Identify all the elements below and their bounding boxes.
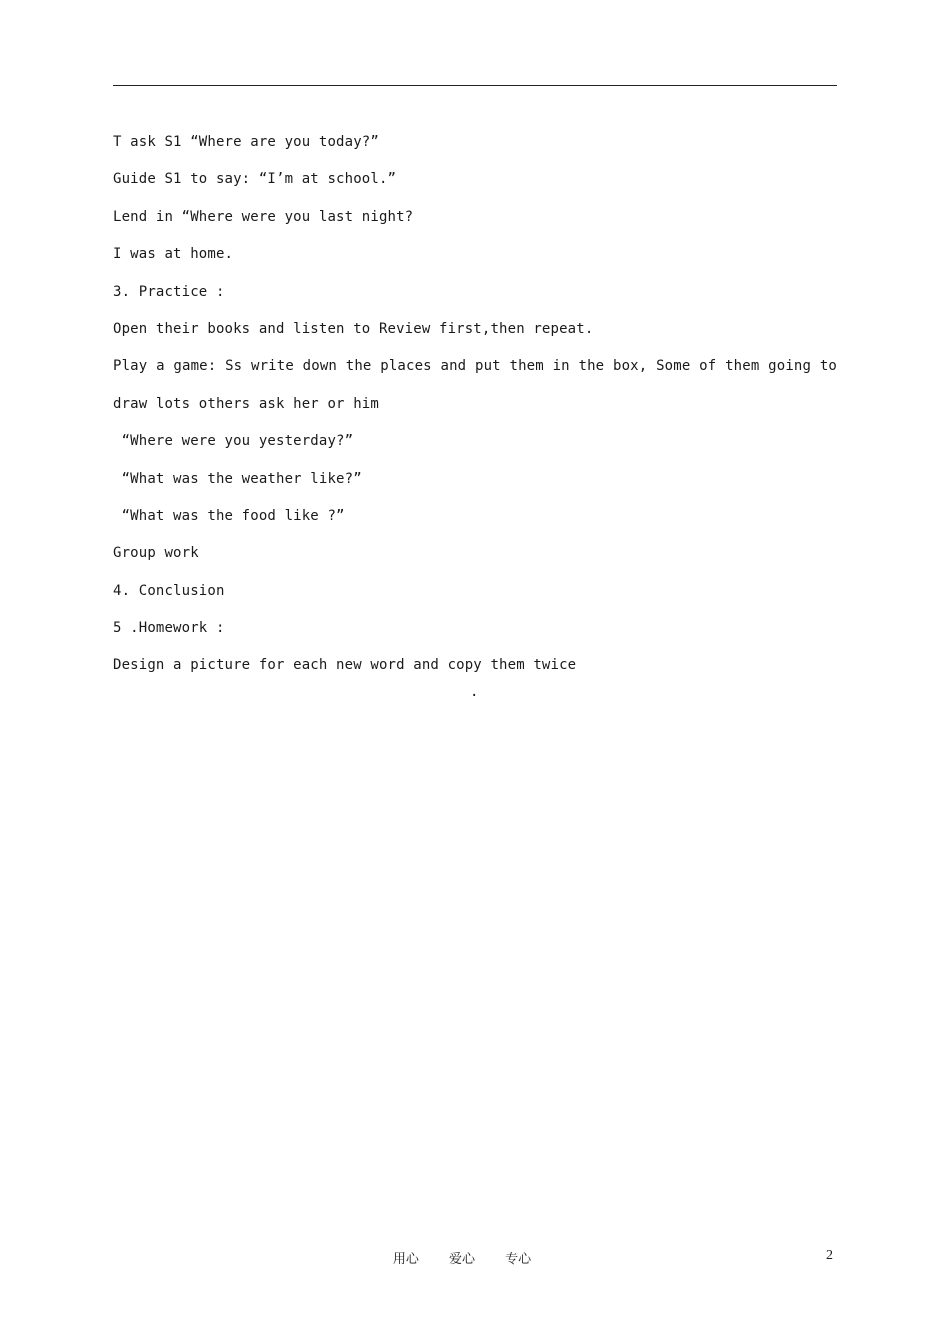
footer-item: 专心 [505,1252,532,1267]
section-heading-conclusion: 4. Conclusion [113,582,225,599]
quote-line: “What was the weather like?” [113,470,362,487]
header-rule [113,85,837,86]
center-mark: . [470,684,479,700]
section-heading-homework: 5 .Homework : [113,620,225,637]
text-line: T ask S1 “Where are you today?” [113,134,379,150]
page-number: 2 [826,1248,833,1263]
text-line: Design a picture for each new word and copy them twice [113,657,577,674]
text-line: Play a game: Ss write down the places and put them in the box, Some of them going to [113,358,837,375]
quote-line: “Where were you yesterday?” [113,433,354,450]
text-line: Open their books and listen to Review first,then repeat. [113,320,594,337]
document-body [113,124,837,685]
text-line: draw lots others ask her or him [113,395,379,412]
footer-slogan [0,1248,924,1267]
footer-item: 爱心 [448,1252,475,1267]
text-line: Group work [113,545,199,562]
text-line: I was at home. [113,246,234,263]
text-line: Guide S1 to say: “I’m at school.” [113,171,397,188]
section-heading-practice: 3. Practice : [113,283,225,300]
footer-item: 用心 [392,1252,419,1267]
text-line: Lend in “Where were you last night? [113,208,414,225]
quote-line: “What was the food like ?” [113,507,345,524]
